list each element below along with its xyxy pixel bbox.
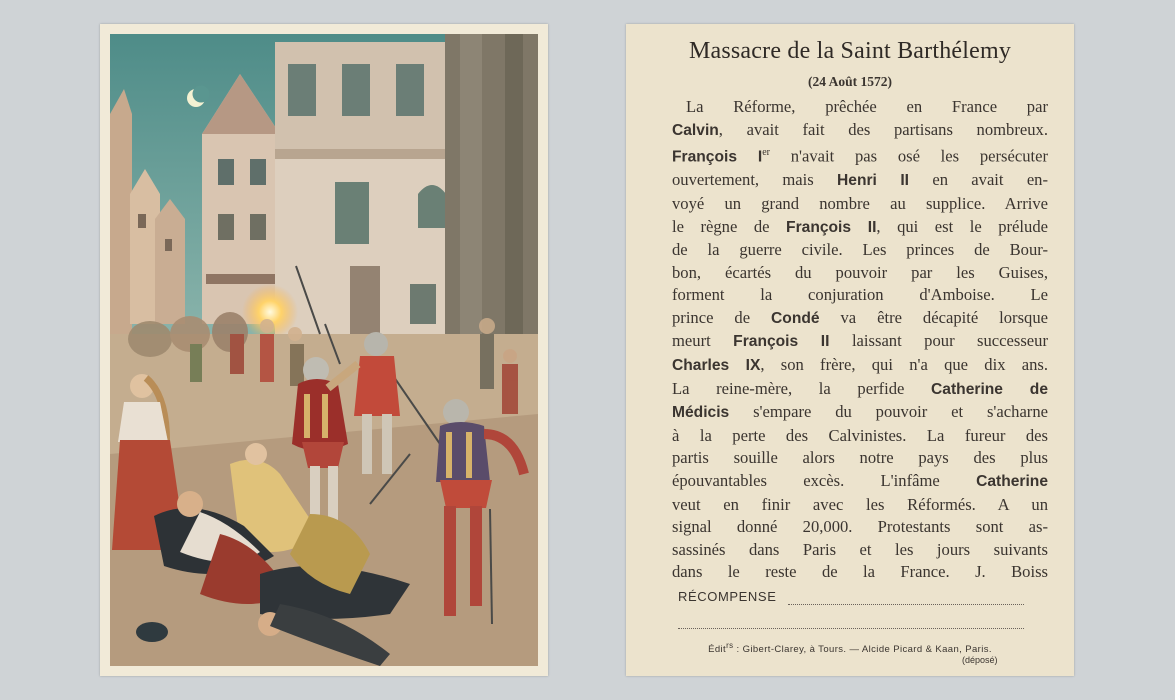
card-title: Massacre de la Saint Barthélemy <box>688 38 1012 64</box>
body-line: meurt François II laissant pour successeur <box>672 331 1049 351</box>
body-line: ouvertement, mais Henri II en avait en- <box>672 170 1049 190</box>
body-line: épouvantables excès. L'infâme Catherine <box>672 471 1048 491</box>
illustration-card <box>100 24 548 676</box>
body-line: bon, écartés du pouvoir par les Guises, <box>672 262 1048 282</box>
body-line: le règne de François II, qui est le prélude <box>672 216 1048 236</box>
reward-dotted-line-2 <box>678 628 1024 629</box>
body-line: François Ier n'avait pas osé les persécuter <box>672 146 1048 166</box>
card-body-text <box>672 96 1048 584</box>
body-line: La Réforme, prêchée en France par <box>686 97 1048 116</box>
card-date: (24 Août 1572) <box>808 74 892 89</box>
body-line: Médicis s'empare du pouvoir et s'acharne <box>672 402 1048 422</box>
reward-label: RÉCOMPENSE <box>678 589 777 604</box>
body-line: veut en finir avec les Réformés. A un <box>672 494 1048 514</box>
body-line: La reine-mère, la perfide Catherine de <box>672 378 1048 398</box>
body-line: voyé un grand nombre au supplice. Arrive <box>672 193 1048 213</box>
deposit-note: (déposé) <box>962 655 998 665</box>
body-line: Calvin, avait fait des partisans nombreux. <box>672 119 1048 139</box>
body-line: sassinés dans Paris et les jours suivants <box>672 539 1048 559</box>
body-line: signal donné 20,000. Protestants sont as- <box>672 517 1048 537</box>
text-card <box>626 24 1074 676</box>
body-line: à la perte des Calvinistes. La fureur des <box>672 425 1048 445</box>
body-line: forment la conjuration d'Amboise. Le <box>672 285 1048 305</box>
publisher-line: Édit$^{rs}$ : Gibert-Clarey, à Tours. — Alcide Picard & Kaan, Paris. <box>708 641 992 656</box>
body-line: dans le reste de la France. J. Boiss <box>672 562 1048 582</box>
dropped-hat <box>136 622 168 642</box>
reward-dotted-line <box>788 604 1024 605</box>
body-line: de la guerre civile. Les princes de Bour- <box>672 240 1048 260</box>
body-line: Charles IX, son frère, qui n'a que dix ans. <box>672 355 1048 375</box>
reward-field <box>678 589 1024 609</box>
body-line: partis souille alors notre pays des plus <box>672 448 1048 468</box>
massacre-illustration <box>110 34 538 666</box>
body-line: prince de Condé va être décapité lorsque <box>672 307 1049 327</box>
